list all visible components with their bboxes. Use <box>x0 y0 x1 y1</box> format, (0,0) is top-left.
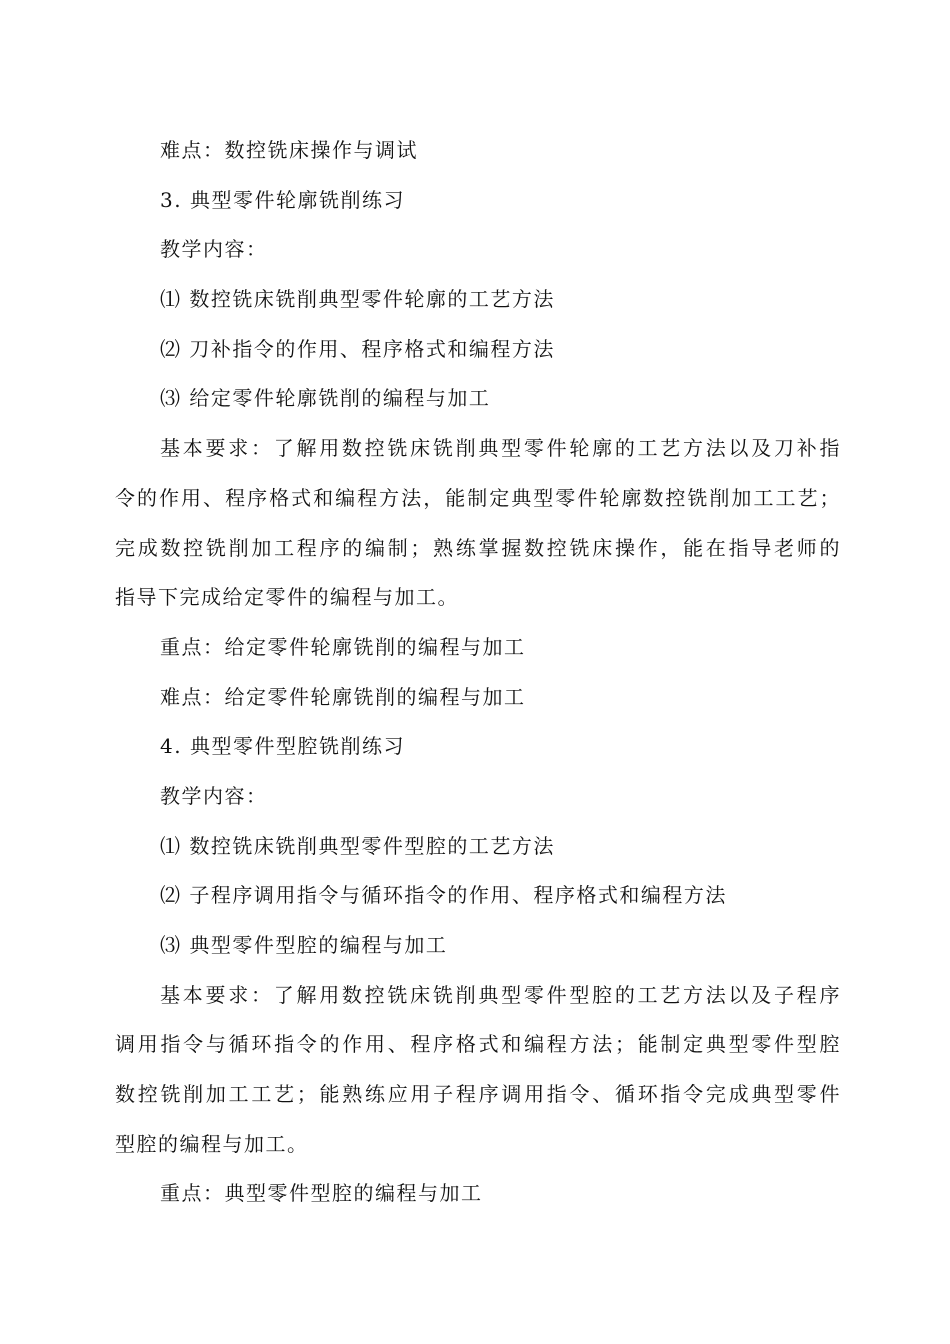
requirements-paragraph-line: 指导下完成给定零件的编程与加工。 <box>115 585 459 610</box>
difficulty-line: 难点：给定零件轮廓铣削的编程与加工 <box>160 684 526 709</box>
requirements-paragraph-line: 数控铣削加工工艺；能熟练应用子程序调用指令、循环指令完成典型零件 <box>115 1082 840 1107</box>
requirements-paragraph-line: 完成数控铣削加工程序的编制；熟练掌握数控铣床操作，能在指导老师的 <box>115 535 840 560</box>
document-body <box>115 126 840 1219</box>
content-item: ⑶ 给定零件轮廓铣削的编程与加工 <box>160 386 491 411</box>
content-item: ⑴ 数控铣床铣削典型零件型腔的工艺方法 <box>160 833 555 858</box>
requirements-paragraph-line: 基本要求：了解用数控铣床铣削典型零件轮廓的工艺方法以及刀补指 <box>160 436 840 461</box>
teaching-content-label: 教学内容： <box>160 237 268 262</box>
key-point-line: 重点：给定零件轮廓铣削的编程与加工 <box>160 634 526 659</box>
content-item: ⑶ 典型零件型腔的编程与加工 <box>160 933 448 957</box>
teaching-content-label: 教学内容： <box>160 783 268 808</box>
requirements-paragraph-line: 基本要求：了解用数控铣床铣削典型零件型腔的工艺方法以及子程序 <box>160 982 840 1007</box>
content-item: ⑵ 子程序调用指令与循环指令的作用、程序格式和编程方法 <box>160 883 727 908</box>
requirements-paragraph-line: 型腔的编程与加工。 <box>115 1131 309 1156</box>
key-point-line: 重点：典型零件型腔的编程与加工 <box>160 1181 483 1206</box>
requirements-paragraph-line: 令的作用、程序格式和编程方法，能制定典型零件轮廓数控铣削加工工艺； <box>115 485 840 510</box>
content-item: ⑴ 数控铣床铣削典型零件轮廓的工艺方法 <box>160 287 555 312</box>
requirements-paragraph-line: 调用指令与循环指令的作用、程序格式和编程方法；能制定典型零件型腔 <box>115 1032 840 1057</box>
difficulty-line: 难点：数控铣床操作与调试 <box>160 138 418 162</box>
section-heading: 4. 典型零件型腔铣削练习 <box>160 734 405 759</box>
section-heading: 3. 典型零件轮廓铣削练习 <box>160 187 405 212</box>
content-item: ⑵ 刀补指令的作用、程序格式和编程方法 <box>160 336 555 361</box>
